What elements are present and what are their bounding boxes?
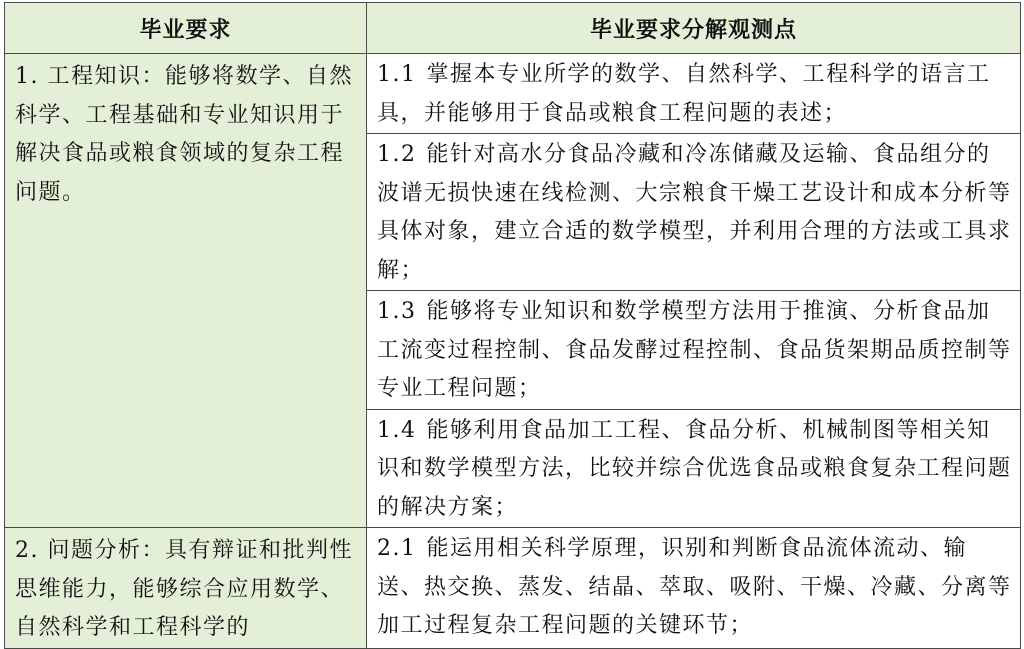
point-text: 能够将专业知识和数学模型方法用于推演、分析食品加工流变过程控制、食品发酵过程控制、食品货架期品质控制等专业工程问题；	[377, 299, 1012, 401]
point-text: 能运用相关科学原理，识别和判断食品流体流动、输送、热交换、蒸发、结晶、萃取、吸附、干燥、冷藏、分离等加工过程复杂工程问题的关键环节；	[377, 536, 1012, 638]
header-requirement: 毕业要求	[5, 3, 367, 54]
point-number: 1.4	[377, 417, 417, 443]
point-number: 1.3	[377, 299, 417, 324]
point-text: 能够利用食品加工工程、食品分析、机械制图等相关知识和数学模型方法，比较并综合优选食品或粮食复杂工程问题的解决方案；	[377, 417, 1012, 520]
requirement-text: 2. 问题分析：具有辩证和批判性思维能力，能够综合应用数学、自然科学和工程科学的	[15, 538, 353, 640]
point-number: 1.1	[377, 62, 417, 87]
requirement-cell-1	[5, 54, 367, 528]
observation-point-cell	[367, 134, 1021, 291]
observation-point-cell	[367, 54, 1021, 134]
observation-point-1-2	[367, 134, 1020, 290]
point-text: 能针对高水分食品冷藏和冷冻储藏及运输、食品组分的波谱无损快速在线检测、大宗粮食干燥工艺设计和成本分析等具体对象，建立合适的数学模型，并利用合理的方法或工具求解；	[377, 142, 1012, 283]
point-number: 1.2	[377, 142, 417, 167]
table-row	[5, 528, 1021, 649]
point-number: 2.1	[377, 536, 417, 561]
observation-point-1-3	[367, 291, 1020, 409]
requirement-cell-2	[5, 528, 367, 649]
observation-point-cell	[367, 528, 1021, 649]
observation-point-2-1	[367, 528, 1020, 646]
requirement-text: 1. 工程知识：能够将数学、自然科学、工程基础和专业知识用于解决食品或粮食领域的复杂工程问题。	[15, 64, 353, 205]
graduation-requirements-table	[4, 2, 1021, 649]
table-row	[5, 54, 1021, 134]
point-text: 掌握本专业所学的数学、自然科学、工程科学的语言工具，并能够用于食品或粮食工程问题的表述；	[377, 62, 991, 126]
table-header-row	[5, 3, 1021, 54]
header-observation-points: 毕业要求分解观测点	[367, 3, 1021, 54]
observation-point-1-1	[367, 54, 1020, 133]
observation-point-cell	[367, 409, 1021, 528]
observation-point-cell	[367, 291, 1021, 410]
observation-point-1-4	[367, 410, 1020, 528]
